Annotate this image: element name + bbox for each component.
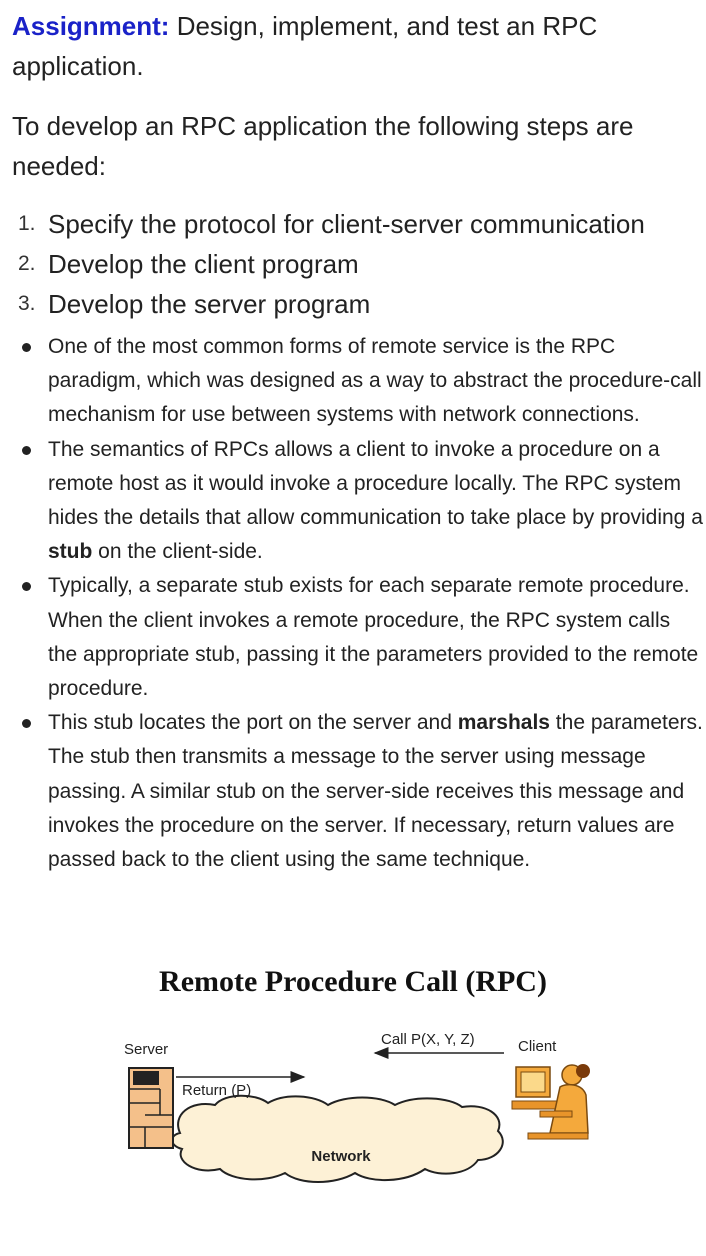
list-item — [12, 706, 704, 877]
bullet-text: This stub locates the port on the server and — [48, 711, 458, 735]
intro-paragraph: To develop an RPC application the following steps are needed: — [12, 111, 634, 181]
step-number: 3. — [18, 292, 36, 315]
client-label: Client — [518, 1038, 557, 1055]
bullet-icon — [22, 582, 31, 591]
step-number: 1. — [18, 212, 36, 235]
call-label: Call P(X, Y, Z) — [381, 1031, 475, 1048]
assignment-label: Assignment: — [12, 11, 170, 41]
bullet-text: on the client-side. — [92, 540, 263, 564]
bullet-list — [12, 330, 704, 877]
server-icon — [129, 1068, 173, 1148]
list-item — [12, 204, 704, 244]
bullet-icon — [22, 719, 31, 728]
step-text: Develop the server program — [48, 289, 371, 319]
server-label: Server — [124, 1041, 169, 1058]
bullet-text: Typically, a separate stub exists for each separate remote procedure. When the client invokes a remote procedure, the RPC system calls the appropriate stub, passing it the parameters provided to the remote procedure. — [48, 574, 699, 701]
network-cloud-icon — [172, 1096, 503, 1182]
rpc-diagram — [0, 955, 706, 1215]
assignment-text: Design, implement, and test an RPC application. — [12, 11, 598, 81]
steps-list — [12, 204, 704, 324]
step-text: Develop the client program — [48, 249, 359, 279]
list-item — [12, 433, 704, 570]
bullet-icon — [22, 446, 31, 455]
step-text: Specify the protocol for client-server communication — [48, 209, 645, 239]
list-item — [12, 330, 704, 433]
diagram-canvas — [0, 955, 706, 1215]
bold-term: marshals — [457, 711, 550, 735]
bold-term: stub — [48, 540, 93, 564]
document-body — [12, 0, 704, 877]
bullet-icon — [22, 343, 31, 352]
bullet-text: the parameters. The stub then transmits a message to the server using message passing. A similar stub on the server-side receives this message and invokes the procedure on the server. If necessary, return values are passed back to the client using the same technique. — [48, 711, 703, 872]
diagram-title: Remote Procedure Call (RPC) — [159, 965, 547, 998]
return-label: Return (P) — [182, 1082, 252, 1099]
step-number: 2. — [18, 252, 36, 275]
assignment-line — [12, 6, 704, 86]
bullet-text: The semantics of RPCs allows a client to invoke a procedure on a remote host as it would invoke a procedure locally. The RPC system hides the details that allow communication to take place by providing a — [48, 437, 703, 530]
network-label: Network — [311, 1148, 371, 1165]
bullet-text: One of the most common forms of remote service is the RPC paradigm, which was designed as a way to abstract the procedure-call mechanism for use between systems with network connections. — [48, 335, 702, 427]
list-item — [12, 244, 704, 284]
list-item — [12, 569, 704, 706]
client-icon — [512, 1064, 590, 1139]
list-item — [12, 284, 704, 324]
